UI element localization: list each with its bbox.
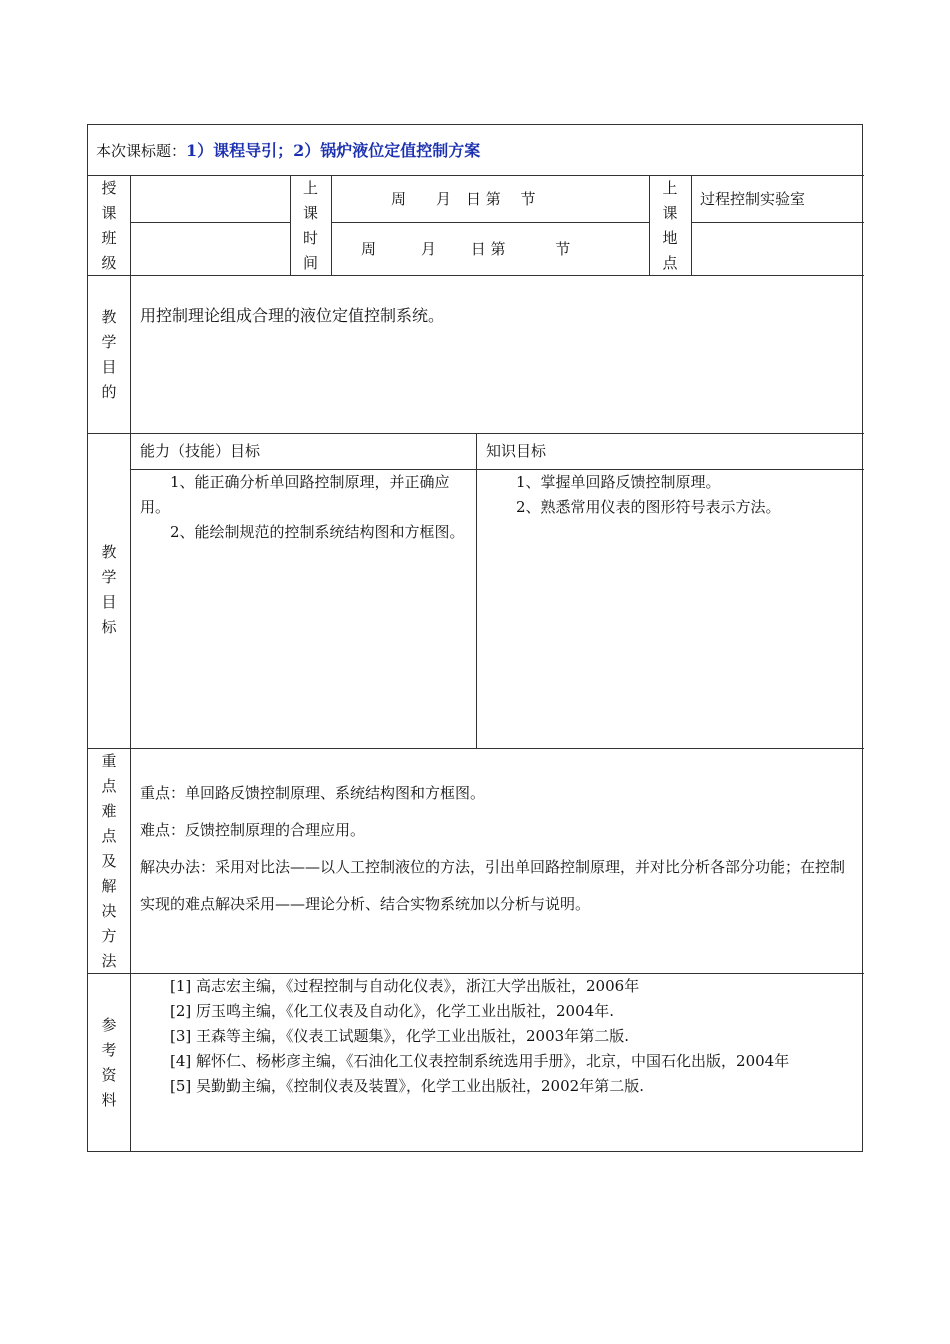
list-item: 1、能正确分析单回路控制原理，并正确应用。 (140, 473, 450, 516)
lesson-plan-table (87, 124, 863, 1152)
knowledge-list (486, 470, 856, 520)
key-point: 重点：单回路反馈控制原理、系统结构图和方框图。 (140, 784, 486, 802)
list-item: [3] 王森等主编，《仪表工试题集》，化学工业出版社，2003年第二版. (170, 1027, 629, 1045)
time-row-1: 周 月 日 第 节 (391, 190, 536, 208)
solution: 解决办法：采用对比法——以人工控制液位的方法，引出单回路控制原理，并对比分析各部分功能；在控制实现的难点解决采用——理论分析、结合实物系统加以分析与说明。 (140, 858, 846, 913)
purpose-text: 用控制理论组成合理的液位定值控制系统。 (140, 306, 445, 325)
difficult-point: 难点：反馈控制原理的合理应用。 (140, 821, 366, 839)
list-item: [4] 解怀仁、杨彬彦主编，《石油化工仪表控制系统选用手册》，北京，中国石化出版，2004年 (170, 1052, 790, 1070)
goals-label: 教 学 目 标 (101, 543, 117, 636)
knowledge-header: 知识目标 (486, 442, 547, 460)
difficulties-text (140, 775, 858, 923)
references-label: 参 考 资 料 (101, 1016, 117, 1109)
place-label: 上 课 地 点 (662, 179, 678, 272)
purpose-label: 教 学 目 的 (101, 308, 117, 401)
difficulties-label: 重 点 难 点 及 解 决 方 法 (101, 752, 117, 970)
list-item: [5] 吴勤勤主编，《控制仪表及装置》，化学工业出版社，2002年第二版. (170, 1077, 644, 1095)
title-prefix: 本次课标题： (96, 142, 187, 160)
list-item: 2、能绘制规范的控制系统结构图和方框图。 (170, 523, 465, 541)
place-value: 过程控制实验室 (700, 190, 806, 208)
list-item: 2、熟悉常用仪表的图形符号表示方法。 (516, 498, 781, 516)
list-item: [2] 厉玉鸣主编，《化工仪表及自动化》，化学工业出版社，2004年. (170, 1002, 614, 1020)
class-label: 授 课 班 级 (101, 179, 117, 272)
lesson-title (96, 138, 856, 164)
title-main: 1）课程导引；2）锅炉液位定值控制方案 (186, 141, 481, 160)
reference-list (140, 974, 858, 1099)
list-item: [1] 高志宏主编，《过程控制与自动化仪表》，浙江大学出版社，2006年 (170, 977, 640, 995)
ability-header: 能力（技能）目标 (140, 442, 261, 460)
ability-list (140, 470, 470, 545)
time-row-2: 周 月 日 第 节 (361, 240, 571, 258)
list-item: 1、掌握单回路反馈控制原理。 (516, 473, 721, 491)
time-label: 上 课 时 间 (302, 179, 318, 272)
